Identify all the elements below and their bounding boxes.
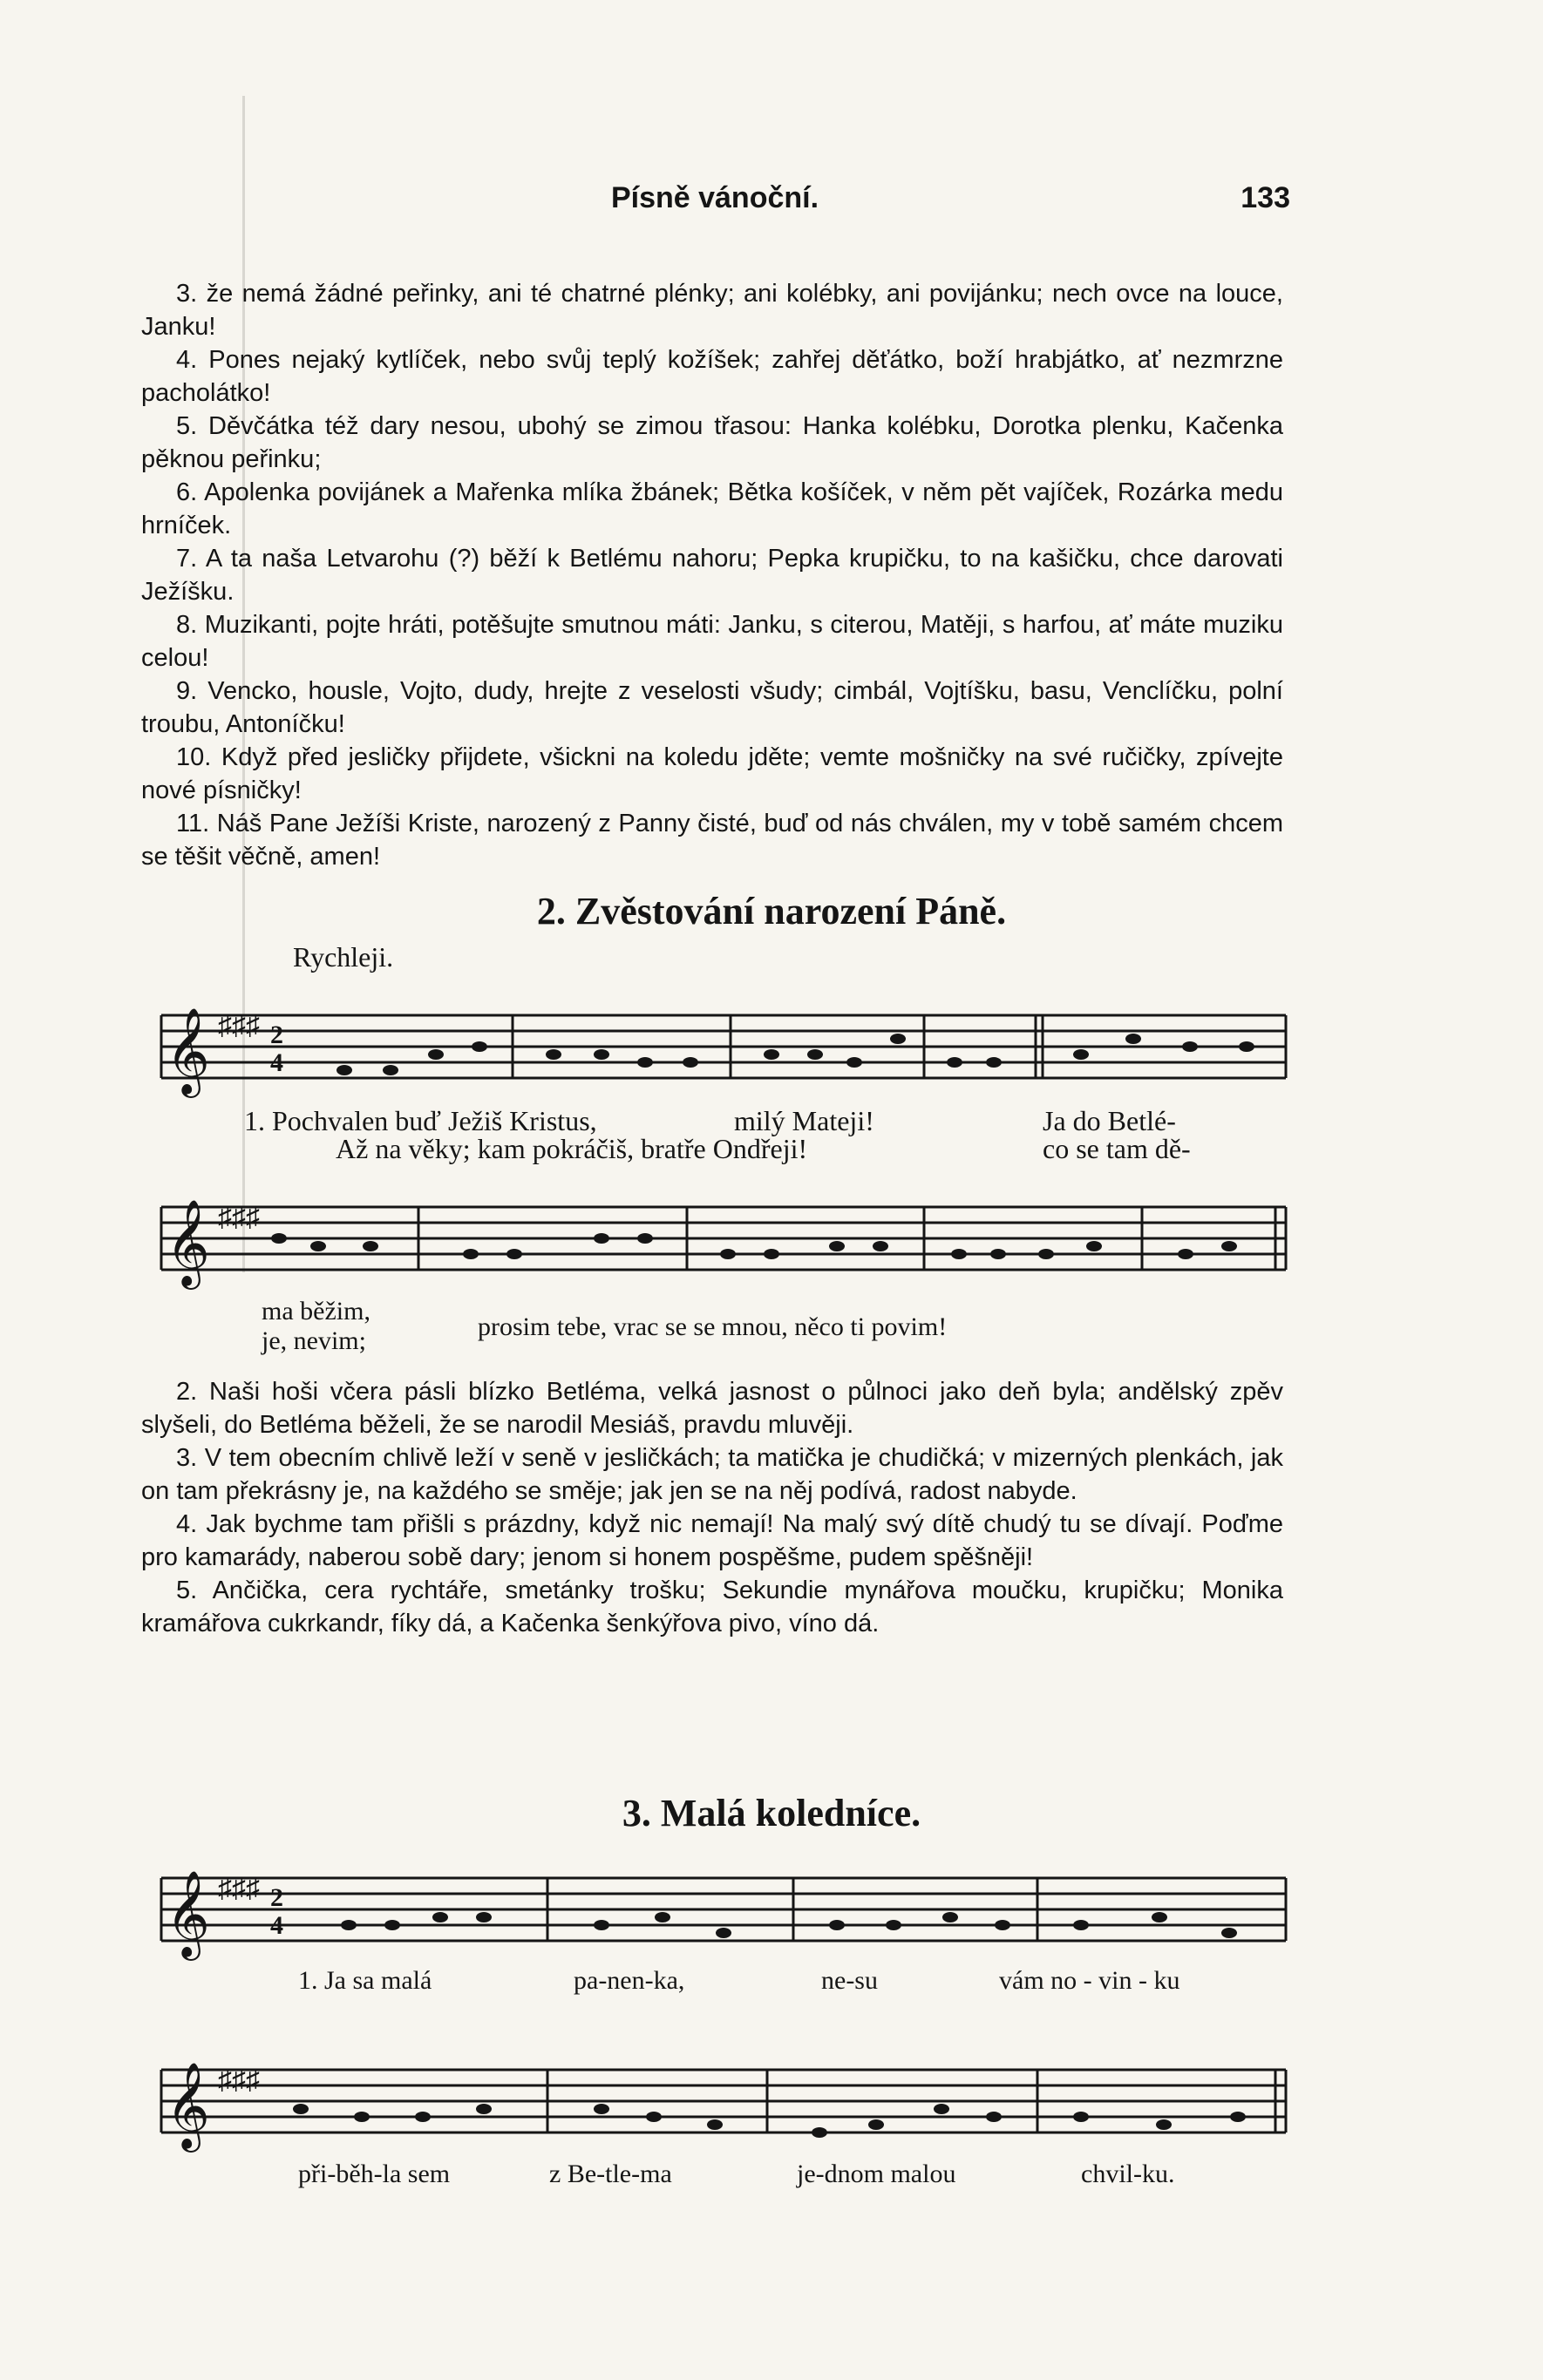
svg-text:2: 2 [270,1020,283,1049]
page-header [139,181,1290,225]
verse: 2. Naši hoši včera pásli blízko Betléma, velká jasnost o půlnoci jako deň byla; andělský zpěv slyšeli, do Betléma běželi, že se narodil Mesiáš, pravdu mluvěji. [141,1378,1283,1439]
verse: 7. A ta naša Letvarohu (?) běží k Betlému nahoru; Pepka krupičku, to na kašičku, chce darovati Ježíšku. [141,545,1283,606]
page-number: 133 [1241,181,1290,214]
verse: 10. Když před jesličky přijdete, všickni na koledu jděte; vemte mošničky na své ručičky, zpívejte nové písničky! [141,743,1283,804]
song2-lyric: milý Mateji! [734,1105,874,1136]
verse: 3. že nemá žádné peřinky, ani té chatrné plénky; ani kolébky, ani povijánku; nech ovce na louce, Janku! [141,280,1283,341]
song2-lyric: 1. Pochvalen buď Ježiš Kristus, [244,1105,597,1136]
verse: 4. Pones nejaký kytlíček, nebo svůj teplý kožíšek; zahřej děťátko, boží hrabjátko, ať nezmrzne pacholátko! [141,346,1283,407]
song3-lyric: chvil-ku. [1081,2160,1175,2188]
running-title: Písně vánoční. [610,181,819,214]
song3-lyric: při-běh-la sem [298,2160,451,2188]
song3-lyric: 1. Ja sa malá [298,1966,432,1995]
verse: 5. Děvčátka též dary nesou, ubohý se zimou třasou: Hanka kolébku, Dorotka plenku, Kačenka pěknou peřinku; [141,412,1283,473]
song2-title: 2. Zvěstování narození Páně. [536,890,1007,932]
song3-title: 3. Malá koledníce. [622,1792,921,1834]
verse: 11. Náš Pane Ježíši Kriste, narozený z Panny čisté, buď od nás chválen, my v tobě samém chcem se těšit věčně, amen! [141,810,1283,871]
svg-text:4: 4 [270,1048,283,1077]
svg-text:𝄞: 𝄞 [166,1199,210,1286]
song2-lyric: prosim tebe, vrac se se mnou, něco ti povim! [478,1312,948,1341]
verse: 6. Apolenka povijánek a Mařenka mlíka žbánek; Bětka košíček, v něm pět vajíček, Rozárka medu hrníček. [141,478,1283,539]
song2-lyric: co se tam dě- [1043,1133,1191,1164]
song2-staff-2 [157,1181,1290,1303]
svg-text:♯♯♯: ♯♯♯ [218,2064,260,2095]
tempo-marking: Rychleji. [293,941,394,973]
verse: 3. V tem obecním chlivě leží v seně v jesličkách; ta matička je chudičká; v mizerných plenkách, jak on tam překrásny je, na každého se směje; jak jen se na něj podívá, radost nabyde. [141,1444,1283,1505]
song3-lyric: vám no - vin - ku [999,1966,1180,1995]
song3-lyric: ne-su [821,1966,878,1995]
song2-lyric: ma běžim, [262,1297,370,1326]
song2-lyric: Ja do Betlé- [1043,1105,1176,1136]
svg-text:𝄞: 𝄞 [166,1007,210,1095]
song2-staff-1 [157,989,1290,1111]
svg-text:♯♯♯: ♯♯♯ [218,1009,260,1041]
song3-lyric: pa-nen-ka, [574,1966,685,1995]
verse: 5. Ančička, cera rychtáře, smetánky trošku; Sekundie mynářova moučku, krupičku; Monika kramářova cukrkandr, fíky dá, a Kačenka šenkýřova pivo, víno dá. [141,1576,1283,1638]
svg-text:𝄞: 𝄞 [166,2062,210,2149]
song2-lyric: Až na věky; kam pokráčiš, bratře Ondřeji! [336,1133,808,1164]
song1-verses [141,277,1283,873]
verse: 8. Muzikanti, pojte hráti, potěšujte smutnou máti: Janku, s citerou, Matěji, s harfou, ať máte muziku celou! [141,611,1283,672]
svg-text:𝄞: 𝄞 [166,1870,210,1957]
verse: 4. Jak bychme tam přišli s prázdny, když nic nemají! Na malý svý dítě chudý tu se dívají. Poďme pro kamarády, naberou sobě dary; jenom si honem pospěšme, pudem spěšněji! [141,1510,1283,1571]
song3-staff-1 [157,1852,1290,1974]
song2-lyric: je, nevim; [262,1326,366,1355]
song2-verses [141,1375,1283,1640]
svg-text:4: 4 [270,1911,283,1940]
svg-text:♯♯♯: ♯♯♯ [218,1201,260,1232]
verse: 9. Vencko, housle, Vojto, dudy, hrejte z veselosti všudy; cimbál, Vojtíšku, basu, Venclíčku, polní troubu, Antoníčku! [141,677,1283,738]
svg-text:♯♯♯: ♯♯♯ [218,1872,260,1903]
song3-lyric: z Be-tle-ma [549,2160,672,2188]
song3-lyric: je-dnom malou [797,2160,956,2188]
svg-text:2: 2 [270,1883,283,1912]
song3-staff-2 [157,2044,1290,2166]
